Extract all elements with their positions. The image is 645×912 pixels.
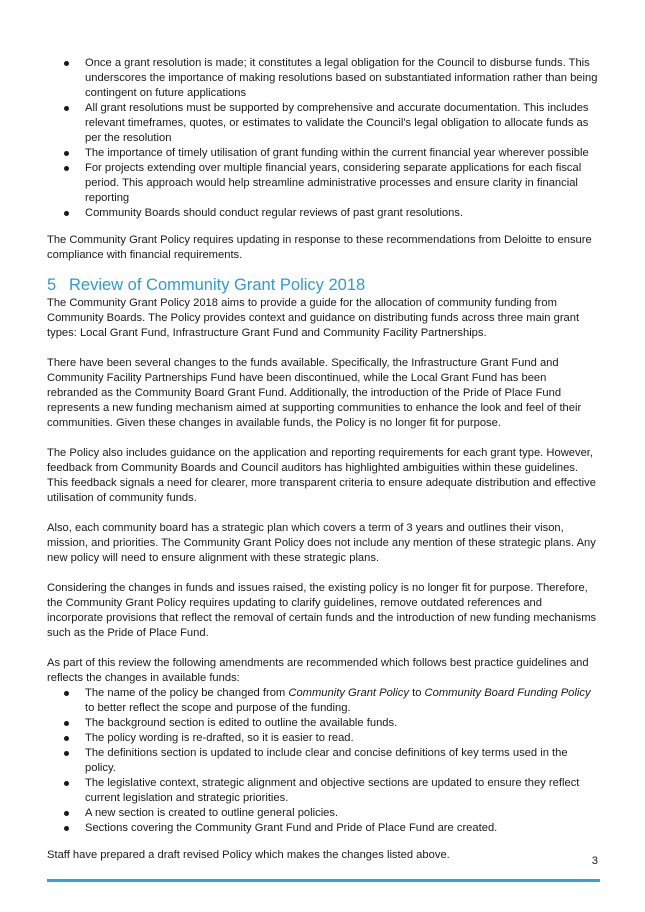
section-number: 5 xyxy=(47,276,57,294)
document-page xyxy=(47,56,600,863)
list-item: A new section is created to outline general policies. xyxy=(85,806,600,821)
list-item xyxy=(85,686,600,716)
list-item: The background section is edited to outline the available funds. xyxy=(85,716,600,731)
paragraph: Considering the changes in funds and issues raised, the existing policy is no longer fit for purpose. Therefore, the Community Grant Policy requires updating to clarify guidelines, remove outdated references and incorporate provisions that reflect the removal of certain funds and the introduction of new funding mechanisms such as the Pride of Place Fund. xyxy=(47,582,597,639)
amendment-text: to better reflect the scope and purpose of the funding. xyxy=(85,702,351,714)
amendment-text: to xyxy=(408,687,425,699)
recommendation-list xyxy=(47,56,600,221)
section-heading xyxy=(47,275,600,295)
page-number: 3 xyxy=(591,855,598,867)
list-item: All grant resolutions must be supported by comprehensive and accurate documentation. This includes relevant timeframes, quotes, or estimates to validate the Council's legal obligation to allocate funds as per the resolution xyxy=(85,101,600,146)
amendment-list xyxy=(47,686,600,836)
new-policy-name: Community Board Funding Policy xyxy=(424,687,591,699)
old-policy-name: Community Grant Policy xyxy=(288,687,409,699)
list-item: Sections covering the Community Grant Fund and Pride of Place Fund are created. xyxy=(85,821,600,836)
closing-paragraph: Staff have prepared a draft revised Policy which makes the changes listed above. xyxy=(47,849,450,861)
list-item: Community Boards should conduct regular reviews of past grant resolutions. xyxy=(85,206,600,221)
list-item: The definitions section is updated to include clear and concise definitions of key terms used in the policy. xyxy=(85,746,600,776)
deloitte-paragraph: The Community Grant Policy requires updating in response to these recommendations from Deloitte to ensure compliance with financial requirements. xyxy=(47,234,592,261)
list-item: The importance of timely utilisation of grant funding within the current financial year wherever possible xyxy=(85,146,600,161)
list-item: The legislative context, strategic alignment and objective sections are updated to ensure they reflect current legislation and strategic priorities. xyxy=(85,776,600,806)
footer-rule xyxy=(47,879,600,882)
list-item: The policy wording is re-drafted, so it is easier to read. xyxy=(85,731,600,746)
paragraph: The Policy also includes guidance on the application and reporting requirements for each grant type. However, feedback from Community Boards and Council auditors has highlighted ambiguities within these guidelines. This feedback signals a need for clearer, more transparent criteria to ensure adequate distribution and effective utilisation of community funds. xyxy=(47,447,596,504)
paragraph: The Community Grant Policy 2018 aims to provide a guide for the allocation of community funding from Community Boards. The Policy provides context and guidance on distributing funds across three main grant types: Local Grant Fund, Infrastructure Grant Fund and Community Facility Partnerships. xyxy=(47,297,580,339)
list-item: For projects extending over multiple financial years, considering separate applications for each fiscal period. This approach would help streamline administrative processes and ensure clarity in financial reporting xyxy=(85,161,600,206)
paragraph: Also, each community board has a strategic plan which covers a term of 3 years and outlines their vison, mission, and priorities. The Community Grant Policy does not include any mention of these strategic plans. Any new policy will need to ensure alignment with these strategic plans. xyxy=(47,522,596,564)
paragraph: There have been several changes to the funds available. Specifically, the Infrastructure Grant Fund and Community Facility Partnerships Fund have been discontinued, while the Local Grant Fund has been rebranded as the Community Board Grant Fund. Additionally, the introduction of the Pride of Place Fund represents a new funding mechanism aimed at supporting communities to enhance the look and feel of their communities. Given these changes in available funds, the Policy is no longer fit for purpose. xyxy=(47,357,582,429)
list-item: Once a grant resolution is made; it constitutes a legal obligation for the Council to disburse funds. This underscores the importance of making resolutions based on substantiated information rather than being contingent on future applications xyxy=(85,56,600,101)
paragraph: As part of this review the following amendments are recommended which follows best practice guidelines and reflects the changes in available funds: xyxy=(47,657,589,684)
amendment-text: The name of the policy be changed from xyxy=(85,687,289,699)
section-title: Review of Community Grant Policy 2018 xyxy=(69,276,366,294)
